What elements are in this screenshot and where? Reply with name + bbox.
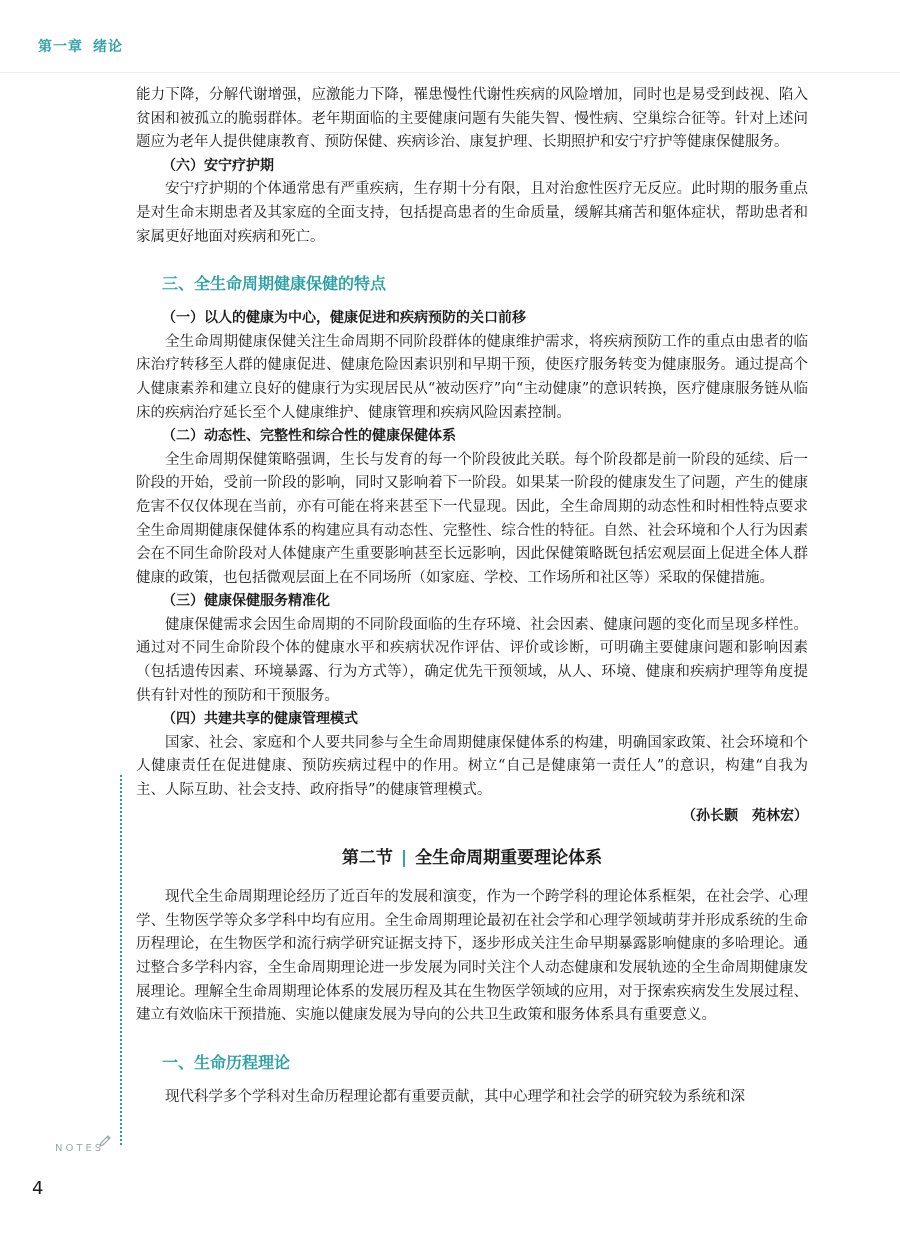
paragraph-dynamic-system: 全生命周期保健策略强调，生长与发育的每一个阶段彼此关联。每个阶段都是前一阶段的延续、后一阶段的开始，受前一阶段的影响，同时又影响着下一阶段。如果某一阶段的健康发生了问题，产生的健康危害不仅仅体现在当前，亦有可能在将来甚至下一代显现。因此，全生命周期的动态性和时相性特点要求全生命周期健康保健体系的构建应具有动态性、完整性、综合性的特征。自然、社会环境和个人行为因素会在不同生命阶段对人体健康产生重要影响甚至长远影响，因此保健策略既包括宏观层面上促进全体人群健康的政策，也包括微观层面上在不同场所（如家庭、学校、工作场所和社区等）采取的保健措施。 — [136, 451, 808, 586]
section-title-text: 全生命周期重要理论体系 — [415, 848, 603, 869]
section-heading-life-course: 一、生命历程理论 — [162, 1052, 291, 1072]
paragraph-life-course: 现代科学多个学科对生命历程理论都有重要贡献，其中心理学和社会学的研究较为系统和深 — [165, 1088, 745, 1105]
paragraph-intro: 能力下降，分解代谢增强，应激能力下降，罹患慢性代谢性疾病的风险增加，同时也是易受到歧视、陷入贫困和被孤立的脆弱群体。老年期面临的主要健康问题有失能失智、慢性病、空巢综合征等。针对上述问题应为老年人提供健康教育、预防保健、疾病诊治、康复护理、长期照护和安宁疗护等健康保健服务。 — [136, 87, 808, 151]
page-body — [136, 84, 808, 1109]
subheading-health-centered: （一）以人的健康为中心，健康促进和疾病预防的关口前移 — [162, 310, 526, 327]
section-heading-features: 三、全生命周期健康保健的特点 — [162, 274, 387, 294]
section-number: 第二节 — [341, 848, 393, 869]
running-head — [38, 36, 133, 56]
subheading-precision-service: （三）健康保健服务精准化 — [162, 593, 330, 610]
running-head-chapter: 第一章 — [38, 39, 83, 55]
subheading-shared-management: （四）共建共享的健康管理模式 — [162, 711, 358, 728]
header-divider — [0, 72, 900, 73]
notes-label: NOTES — [55, 1143, 105, 1154]
subheading-dynamic-system: （二）动态性、完整性和综合性的健康保健体系 — [162, 428, 456, 445]
author-credit: （孙长颢 苑林宏） — [682, 807, 808, 824]
paragraph-shared-management: 国家、社会、家庭和个人要共同参与全生命周期健康保健体系的构建，明确国家政策、社会环境和个人健康责任在促进健康、预防疾病过程中的作用。树立“自己是健康第一责任人”的意识，构建“自我为主、人际互助、社会支持、政府指导”的健康管理模式。 — [136, 734, 808, 799]
running-head-title: 绪论 — [93, 39, 123, 55]
paragraph-health-centered: 全生命周期健康保健关注生命周期不同阶段群体的健康维护需求，将疾病预防工作的重点由患者的临床治疗转移至人群的健康促进、健康危险因素识别和早期干预，使医疗服务转变为健康服务。通过提高个人健康素养和建立良好的健康行为实现居民从“被动医疗”向“主动健康”的意识转换，医疗健康服务链从临床的疾病治疗延长至个人健康维护、健康管理和疾病风险因素控制。 — [136, 333, 808, 421]
pencil-icon — [97, 1133, 113, 1149]
paragraph-section-intro: 现代全生命周期理论经历了近百年的发展和演变，作为一个跨学科的理论体系框架，在社会学、心理学、生物医学等众多学科中均有应用。全生命周期理论最初在社会学和心理学领域萌芽并形成系统的生命历程理论，在生物医学和流行病学研究证据支持下，逐步形成关注生命早期暴露影响健康的多哈理论。通过整合多学科内容，全生命周期理论进一步发展为同时关注个人动态健康和发展轨迹的全生命周期健康发展理论。理解全生命周期理论体系的发展历程及其在生物医学领域的应用，对于探索疾病发生发展过程、建立有效临床干预措施、实施以健康发展为导向的公共卫生政策和服务体系具有重要意义。 — [136, 889, 808, 1024]
paragraph-precision-service: 健康保健需求会因生命周期的不同阶段面临的生存环境、社会因素、健康问题的变化而呈现多样性。通过对不同生命阶段个体的健康水平和疾病状况作评估、评价或诊断，可明确主要健康问题和影响因素（包括遗传因素、环境暴露、行为方式等），确定优先干预领域，从人、环境、健康和疾病护理等角度提供有针对性的预防和干预服务。 — [136, 616, 808, 704]
page-number: 4 — [32, 1178, 44, 1199]
subheading-palliative-care: （六）安宁疗护期 — [162, 157, 274, 174]
section-title-divider: | — [400, 848, 408, 869]
paragraph-palliative-care: 安宁疗护期的个体通常患有严重疾病，生存期十分有限，且对治愈性医疗无反应。此时期的服务重点是对生命末期患者及其家庭的全面支持，包括提高患者的生命质量，缓解其痛苦和躯体症状，帮助患者和家属更好地面对疾病和死亡。 — [136, 181, 808, 245]
notes-dotted-rule — [120, 775, 122, 1145]
section-title — [136, 844, 808, 872]
